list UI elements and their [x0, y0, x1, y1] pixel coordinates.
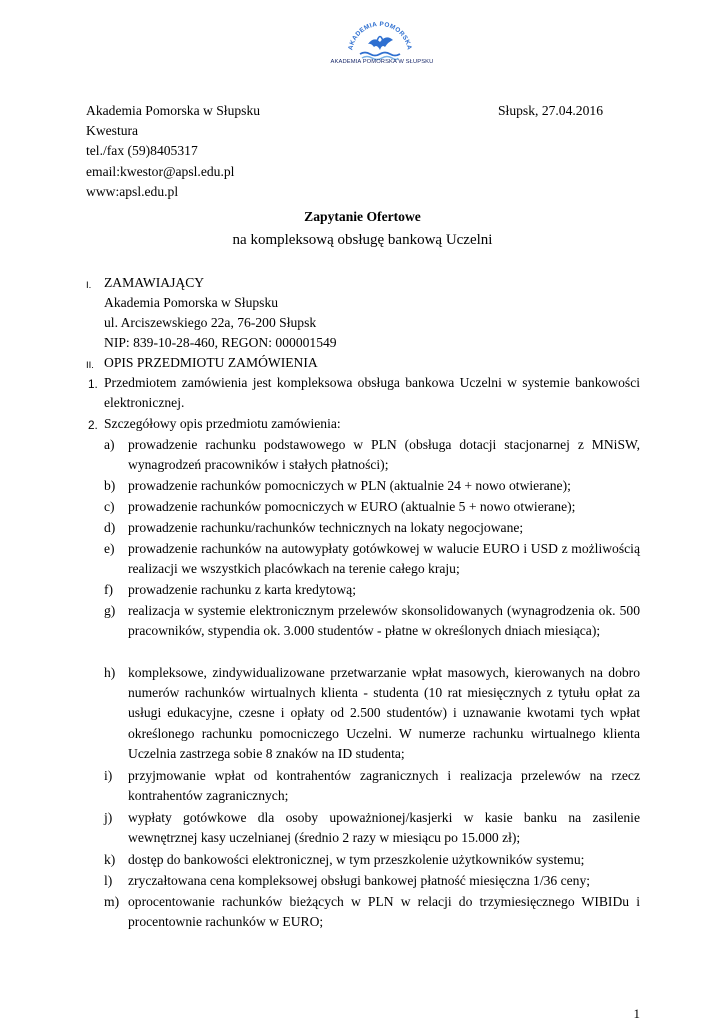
- sender-email: email:kwestor@apsl.edu.pl: [86, 163, 235, 179]
- sender-website: www:apsl.edu.pl: [86, 183, 179, 199]
- list-item-text: kompleksowe, zindywidualizowane przetwarzanie wpłat masowych, kierowanych na dobro numerów rachunków wirtualnych klienta - studenta (10 rat miesięcznych z tytułu opłat za usługi edukacyjne, czesne i opłaty od 2.500 studentów) i uznawanie kwotami tych wpłat określonego rachunku pomocniczego Uczelni. W numerze rachunku wirtualnego klienta Uczelnia zastrzega sobie 8 znaków na ID studenta;: [128, 665, 640, 761]
- list-item-letter: a): [104, 437, 115, 452]
- list-item-text: przyjmowanie wpłat od kontrahentów zagranicznych i realizacja przelewów na rzecz kontrahentów zagranicznych;: [128, 768, 640, 804]
- list-item-text: prowadzenie rachunku/rachunków technicznych na lokaty negocjowane;: [128, 520, 524, 535]
- list-item-text: prowadzenie rachunku z karta kredytową;: [128, 582, 356, 597]
- document-subtitle: na kompleksową obsługę bankową Uczelni: [232, 232, 493, 248]
- place-date: Słupsk, 27.04.2016: [498, 103, 603, 118]
- list-item-text: prowadzenie rachunków pomocniczych w EURO (aktualnie 5 + nowo otwierane);: [128, 499, 576, 514]
- paragraph-1-number: 1.: [88, 377, 98, 391]
- list-item-text: oprocentowanie rachunków bieżących w PLN w relacji do trzymiesięcznego WIBIDu i procentownie rachunków w EURO;: [128, 894, 640, 930]
- list-item-letter: k): [104, 852, 116, 867]
- list-item-text: prowadzenie rachunku podstawowego w PLN (obsługa dotacji stacjonarnej z MNiSW, wynagrodzeń pracowników i stałych płatności);: [128, 437, 640, 473]
- sender-phone: tel./fax (59)8405317: [86, 143, 198, 159]
- list-item-text: prowadzenie rachunków na autowypłaty gotówkowej w walucie EURO i USD z możliwością realizacji we wszystkich placówkach na terenie całego kraju;: [128, 541, 640, 577]
- orderer-address: ul. Arciszewskiego 22a, 76-200 Słupsk: [104, 315, 317, 331]
- orderer-name: Akademia Pomorska w Słupsku: [104, 295, 279, 310]
- list-item-letter: e): [104, 541, 115, 556]
- list-item-text: realizacja w systemie elektronicznym przelewów skonsolidowanych (wynagrodzenia ok. 500 pracowników, stypendia ok. 3.000 studentów - płatne w określonych dniach miesiąca);: [128, 603, 640, 639]
- list-item-letter: i): [104, 768, 113, 783]
- section-1-number: I.: [86, 280, 92, 291]
- list-item-text: wypłaty gotówkowe dla osoby upoważnionej/kasjerki w kasie banku na zasilenie wewnętrznej kasy uczelnianej (średnio 2 razy w miesiącu po 15.000 zł);: [128, 810, 640, 846]
- list-item-text: zryczałtowana cena kompleksowej obsługi bankowej płatność miesięczna 1/36 ceny;: [128, 873, 591, 888]
- logo-arc-text: AKADEMIA POMORSKA: [347, 20, 413, 51]
- list-item-letter: h): [104, 665, 116, 680]
- section-2-heading: OPIS PRZEDMIOTU ZAMÓWIENIA: [104, 355, 318, 370]
- list-item-text: dostęp do bankowości elektronicznej, w tym przeszkolenie użytkowników systemu;: [128, 852, 585, 867]
- page-number: 1: [633, 1006, 640, 1021]
- list-item-letter: b): [104, 478, 116, 493]
- list-item-letter: j): [104, 810, 113, 825]
- paragraph-2-number: 2.: [88, 418, 98, 432]
- list-item-letter: m): [104, 894, 120, 909]
- sender-block: [86, 101, 260, 202]
- paragraph-1-text: Przedmiotem zamówienia jest kompleksowa obsługa bankowa Uczelni w systemie bankowości elektronicznej.: [104, 375, 640, 411]
- list-item-letter: f): [104, 582, 114, 597]
- section-1-heading: ZAMAWIAJĄCY: [104, 275, 205, 290]
- section-2-number: II.: [86, 360, 94, 371]
- orderer-details: [104, 293, 337, 354]
- logo-caption: AKADEMIA POMORSKA W SŁUPSKU: [330, 59, 434, 65]
- sender-department: Kwestura: [86, 123, 139, 139]
- list-item-letter: d): [104, 520, 116, 535]
- list-item-letter: g): [104, 603, 116, 618]
- paragraph-2-text: Szczegółowy opis przedmiotu zamówienia:: [104, 416, 341, 431]
- sender-name: Akademia Pomorska w Słupsku: [86, 103, 261, 118]
- document-title: Zapytanie Ofertowe: [304, 209, 421, 224]
- list-item-text: prowadzenie rachunków pomocniczych w PLN (aktualnie 24 + nowo otwierane);: [128, 478, 571, 493]
- list-item-letter: l): [104, 873, 113, 888]
- list-item-letter: c): [104, 499, 115, 514]
- orderer-tax-ids: NIP: 839-10-28-460, REGON: 000001549: [104, 335, 337, 351]
